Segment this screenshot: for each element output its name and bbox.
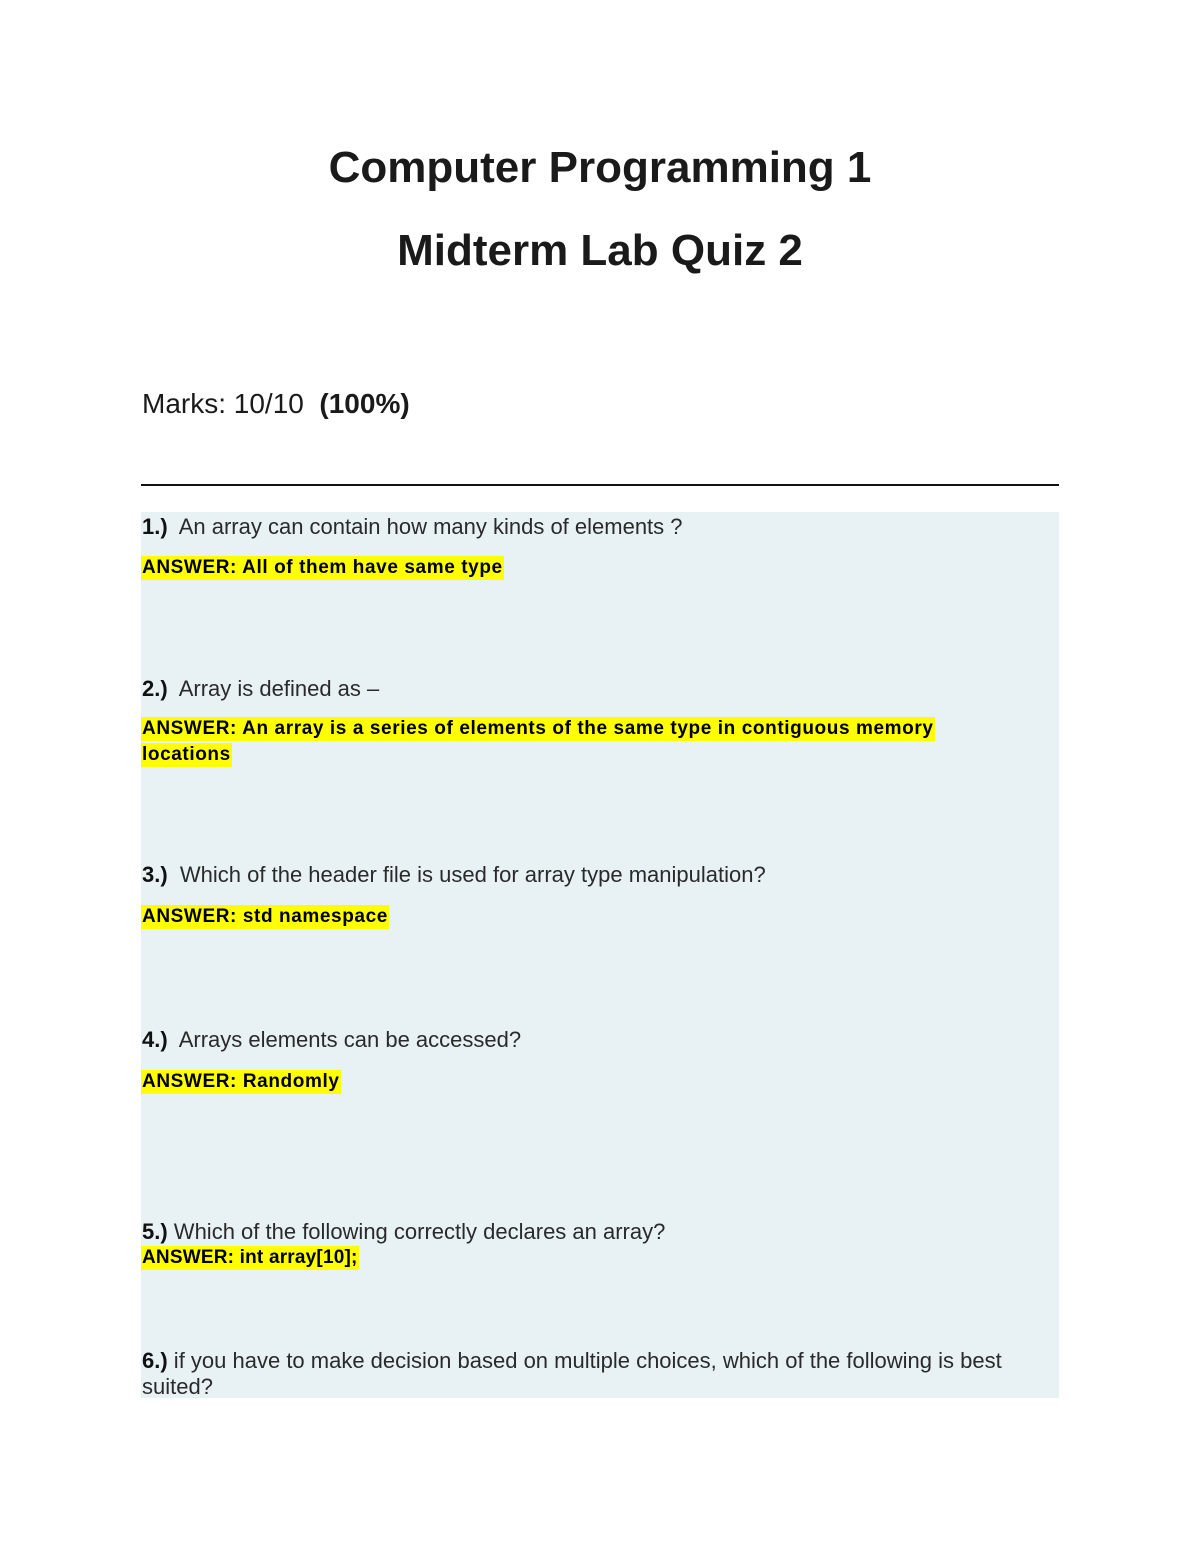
answer-2 — [141, 716, 1011, 768]
document-subtitle: Midterm Lab Quiz 2 — [397, 226, 803, 275]
marks-percent: (100%) — [319, 388, 410, 419]
question-1 — [142, 514, 683, 540]
question-text: Which of the header file is used for array type manipulation? — [167, 862, 766, 887]
question-number: 2.) — [142, 676, 168, 701]
question-number: 5.) — [142, 1219, 168, 1244]
answer-text: ANSWER: Randomly — [142, 1071, 340, 1092]
answer-text: ANSWER: std namespace — [142, 906, 388, 927]
answer-3 — [141, 904, 389, 930]
question-text: Array is defined as – — [167, 676, 380, 701]
question-number: 4.) — [142, 1027, 168, 1052]
question-2 — [142, 676, 379, 702]
answer-5 — [141, 1245, 359, 1271]
marks-line — [142, 388, 410, 420]
question-number: 1.) — [142, 514, 168, 539]
question-text: An array can contain how many kinds of elements ? — [167, 514, 683, 539]
question-6 — [142, 1348, 1042, 1400]
question-number: 6.) — [142, 1348, 168, 1373]
question-text: if you have to make decision based on multiple choices, which of the following is best suited? — [142, 1348, 1002, 1399]
question-number: 3.) — [142, 862, 168, 887]
answer-text: ANSWER: An array is a series of elements of the same type in contiguous memory locations — [142, 718, 934, 765]
answer-text: ANSWER: All of them have same type — [142, 557, 503, 578]
marks-label: Marks: 10/10 — [142, 388, 320, 419]
question-text: Arrays elements can be accessed? — [167, 1027, 522, 1052]
question-4 — [142, 1027, 521, 1053]
answer-4 — [141, 1069, 341, 1095]
question-text: Which of the following correctly declares an array? — [167, 1219, 666, 1244]
answer-1 — [141, 555, 504, 581]
question-5 — [142, 1219, 665, 1245]
answer-text: ANSWER: int array[10]; — [142, 1247, 358, 1268]
horizontal-divider — [141, 484, 1059, 486]
question-3 — [142, 862, 766, 888]
document-title: Computer Programming 1 — [328, 143, 872, 192]
